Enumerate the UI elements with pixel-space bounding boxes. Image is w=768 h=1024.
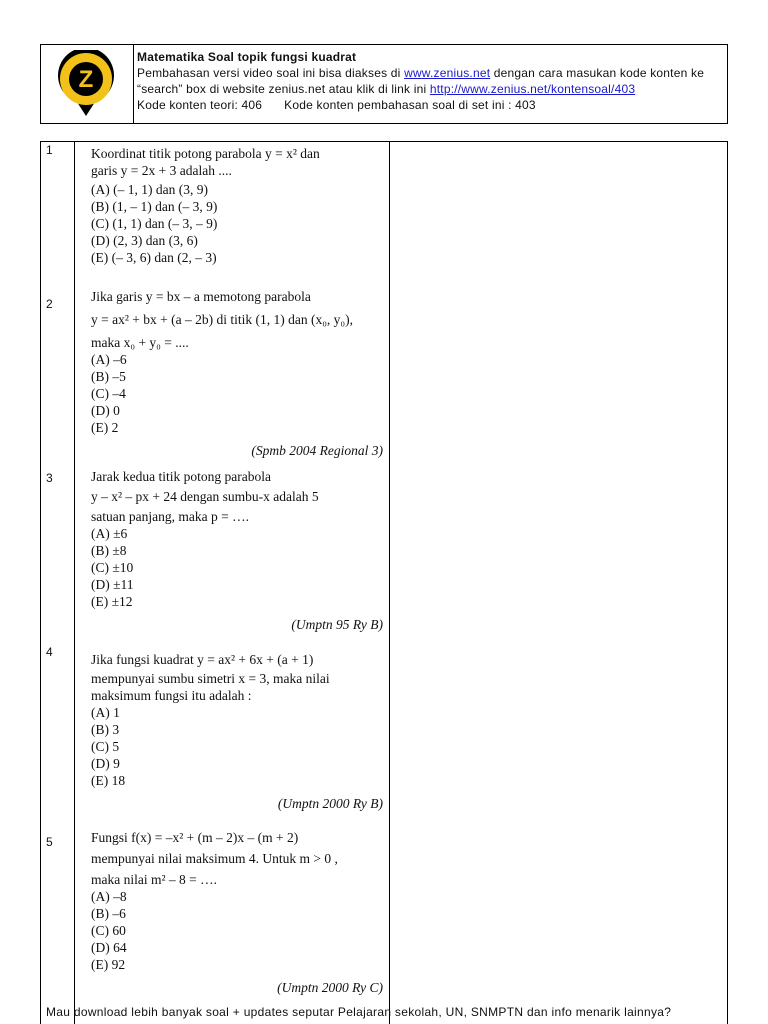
zenius-link[interactable]: www.zenius.net xyxy=(404,66,491,80)
answer-option: (B) 3 xyxy=(91,722,120,737)
header-line-1: Pembahasan versi video soal ini bisa diakses di www.zenius.net dengan cara masukan kode konten ke xyxy=(137,66,705,80)
question-2 xyxy=(91,288,383,459)
answer-option: (E) 2 xyxy=(91,420,119,435)
answer-option: (D) (2, 3) dan (3, 6) xyxy=(91,233,198,248)
question-5 xyxy=(91,829,383,996)
question-text: maksimum fungsi itu adalah : xyxy=(91,688,252,703)
question-number: 5 xyxy=(46,835,53,849)
answer-option: (C) 60 xyxy=(91,923,126,938)
table-divider-answer xyxy=(389,141,390,1024)
answer-option: (A) (– 1, 1) dan (3, 9) xyxy=(91,182,208,197)
answer-option: (B) –5 xyxy=(91,369,126,384)
logo-letter: Z xyxy=(78,66,94,93)
answer-option: (E) ±12 xyxy=(91,594,133,609)
answer-option: (E) 18 xyxy=(91,773,126,788)
question-text: mempunyai sumbu simetri x = 3, maka nilai xyxy=(91,671,330,686)
question-number: 3 xyxy=(46,471,53,485)
question-source: (Spmb 2004 Regional 3) xyxy=(251,443,383,458)
answer-option: (C) –4 xyxy=(91,386,126,401)
question-4 xyxy=(91,651,383,812)
kode-teori: Kode konten teori: 406 xyxy=(137,98,263,112)
question-number: 2 xyxy=(46,297,53,311)
question-text: y – x² – px + 24 dengan sumbu-x adalah 5 xyxy=(91,489,319,504)
question-3 xyxy=(91,468,383,633)
document-title: Matematika Soal topik fungsi kuadrat xyxy=(137,50,357,64)
answer-option: (E) 92 xyxy=(91,957,126,972)
question-text: Fungsi f(x) = –x² + (m – 2)x – (m + 2) xyxy=(91,830,299,845)
answer-option: (B) (1, – 1) dan (– 3, 9) xyxy=(91,199,218,214)
answer-option: (C) (1, 1) dan (– 3, – 9) xyxy=(91,216,218,231)
question-source: (Umptn 95 Ry B) xyxy=(291,617,383,632)
question-text: Jika garis y = bx – a memotong parabola xyxy=(91,289,311,304)
table-divider-number xyxy=(74,141,75,1024)
footer-promo-text: Mau download lebih banyak soal + updates seputar Pelajaran sekolah, UN, SNMPTN dan info menarik lainnya? xyxy=(46,1005,672,1019)
header-line-3 xyxy=(137,97,723,113)
question-source: (Umptn 2000 Ry B) xyxy=(277,796,383,811)
question-text: Jika fungsi kuadrat y = ax² + 6x + (a + 1) xyxy=(91,652,314,667)
header-text xyxy=(137,49,723,113)
answer-option: (A) ±6 xyxy=(91,526,128,541)
answer-option: (C) 5 xyxy=(91,739,120,754)
question-1 xyxy=(91,145,383,266)
answer-option: (D) ±11 xyxy=(91,577,134,592)
kontensoal-link[interactable]: http://www.zenius.net/kontensoal/403 xyxy=(429,82,636,96)
answer-option: (D) 0 xyxy=(91,403,120,418)
question-text: y = ax² + bx + (a – 2b) di titik (1, 1) dan (x₀, y₀), xyxy=(91,312,354,327)
header-box xyxy=(40,44,728,124)
answer-option: (A) 1 xyxy=(91,705,120,720)
question-source: (Umptn 2000 Ry C) xyxy=(277,980,383,995)
answer-option: (B) –6 xyxy=(91,906,126,921)
zenius-logo xyxy=(55,50,117,118)
logo-cell xyxy=(41,45,134,123)
kode-pembahasan: Kode konten pembahasan soal di set ini : 403 xyxy=(284,98,536,112)
answer-option: (D) 9 xyxy=(91,756,120,771)
answer-option: (B) ±8 xyxy=(91,543,127,558)
header-line-2: “search” box di website zenius.net atau klik di link ini http://www.zenius.net/kontensoal/403 xyxy=(137,82,636,96)
answer-option: (E) (– 3, 6) dan (2, – 3) xyxy=(91,250,217,265)
answer-option: (A) –6 xyxy=(91,352,127,367)
answer-option: (C) ±10 xyxy=(91,560,134,575)
question-text: Jarak kedua titik potong parabola xyxy=(91,469,271,484)
question-text: satuan panjang, maka p = …. xyxy=(91,509,249,524)
question-text: mempunyai nilai maksimum 4. Untuk m > 0 , xyxy=(91,851,338,866)
question-text: maka nilai m² – 8 = …. xyxy=(91,872,218,887)
question-text: maka x₀ + y₀ = .... xyxy=(91,335,189,350)
answer-option: (D) 64 xyxy=(91,940,127,955)
question-text: Koordinat titik potong parabola y = x² dan xyxy=(91,146,320,161)
question-text: garis y = 2x + 3 adalah .... xyxy=(91,163,232,178)
question-number: 1 xyxy=(46,143,53,157)
answer-option: (A) –8 xyxy=(91,889,127,904)
question-number: 4 xyxy=(46,645,53,659)
